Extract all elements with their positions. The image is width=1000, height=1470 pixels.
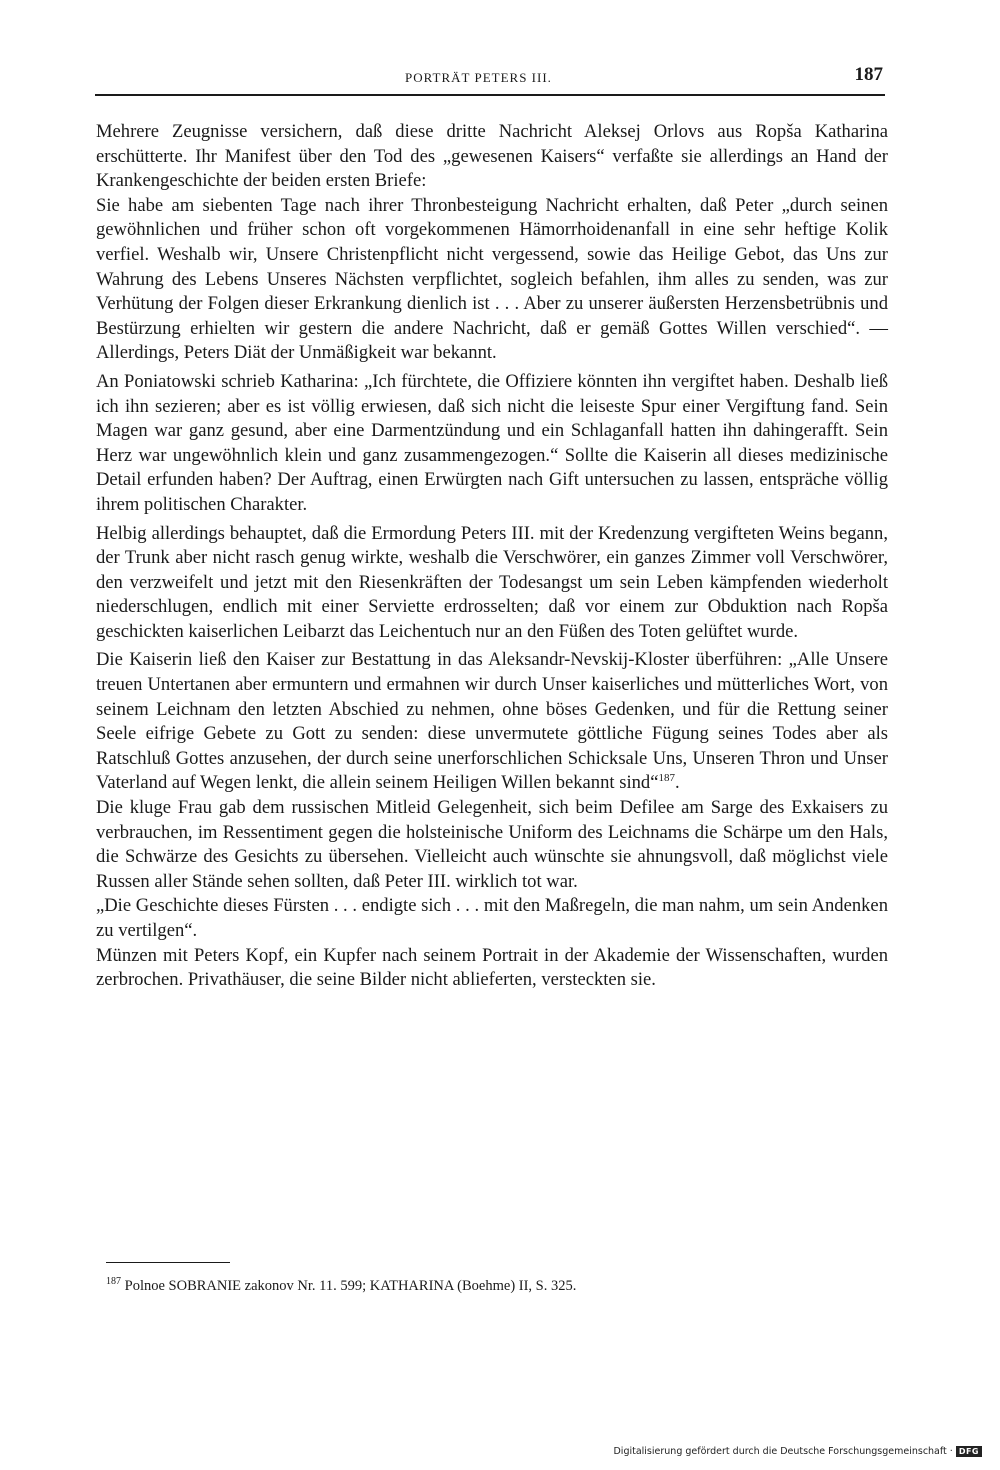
page-header (95, 64, 885, 96)
running-title: PORTRÄT PETERS III. (405, 70, 552, 85)
paragraph: Sie habe am siebenten Tage nach ihrer Thronbesteigung Nachricht erhalten, daß Peter „durch seinen gewöhnlichen und früher schon oft vorgekommenen Hämorrhoidenanfall in eine sehr heftige Kolik verfiel. Weshalb wir, Unsere Christenpflicht nicht vergessend, sowie das Heilige Gebot, das Uns zur Wahrung des Lebens Unseres Nächsten verpflichtet, sogleich befahlen, ihm alles zu senden, was zur Verhütung der Folgen dieser Erkrankung dienlich ist . . . Aber zu unserer äußersten Herzensbetrübnis und Bestürzung erhielten wir gestern die andere Nachricht, daß er gemäß Gottes Willen verschied“. — Allerdings, Peters Diät der Unmäßigkeit war bekannt. (96, 194, 888, 364)
footnote-divider (106, 1262, 230, 1263)
page-number: 187 (854, 64, 883, 85)
paragraph: Helbig allerdings behauptet, daß die Ermordung Peters III. mit der Kredenzung vergifteten Weins begann, der Trunk aber nicht rasch genug wirkte, weshalb die Verschwörer, ein ganzes Zimmer voll Verschwörer, den verzweifelt und jetzt mit den Riesenkräften der Todesangst um sein Leben kämpfenden wiederholt niederschlugen, endlich mit einer Serviette erdrosselten; daß vor einem zur Obduktion nach Ropša geschickten kaiserlichen Leibarzt das Leichentuch nur an den Füßen des Toten gelüftet wurde. (96, 522, 888, 642)
paragraph: Mehrere Zeugnisse versichern, daß diese dritte Nachricht Aleksej Orlovs aus Ropša Katharina erschütterte. Ihr Manifest über den Tod des „gewesenen Kaisers“ verfaßte sie allerdings an Hand der Krankengeschichte der beiden ersten Briefe: (96, 121, 888, 192)
paragraph: Die kluge Frau gab dem russischen Mitleid Gelegenheit, sich beim Defilee am Sarge des Exkaisers zu verbrauchen, im Ressentiment gegen die holsteinische Uniform des Leichnams die Schärpe um den Hals, die Schwärze des Gesichts zu übersehen. Vielleicht auch wünschte sie ahnungsvoll, daß möglichst viele Russen aller Stände sehen sollten, daß Peter III. wirklich tot war. (96, 797, 888, 892)
paragraph-with-footnote: Die Kaiserin ließ den Kaiser zur Bestattung in das Aleksandr-Nevskij-Kloster überführen: „Alle Unsere treuen Untertanen aber ermuntern und ermahnen wir durch Unser kaiserliches und mütterliches Wort, von seinem Leichnam den letzten Abschied zu nehmen, ohne böses Gedenken, und für die Rettung seiner Seele eifrige Gebete zu Gott zu senden: diese unvermutete göttliche Fügung seines Todes aber als Ratschluß Gottes anzusehen, der durch seine unerforschlichen Schicksale Uns, Unseren Thron und Unser Vaterland auf Wegen lenkt, die allein seinem Heiligen Willen bekannt sind“$^{187}$. (96, 649, 888, 794)
footnote-number: 187 (106, 1276, 121, 1288)
paragraph: „Die Geschichte dieses Fürsten . . . endigte sich . . . mit den Maßregeln, die man nahm, um sein Andenken zu vertilgen“. (96, 895, 888, 941)
dfg-logo: DFG (956, 1446, 982, 1457)
paragraph: An Poniatowski schrieb Katharina: „Ich fürchtete, die Offiziere könnten ihn vergiftet haben. Deshalb ließ ich ihn sezieren; aber es ist völlig erwiesen, daß sich nicht die leiseste Spur einer Vergiftung fand. Sein Magen war ganz gesund, aber eine Darmentzündung und ein Schlaganfall hatten ihn dahingerafft. Sein Herz war ungewöhnlich klein und ganz zusammengezogen.“ Sollte die Kaiserin all dieses medizinische Detail erfunden haben? Der Auftrag, einen Erwürgten nach Gift untersuchen zu lassen, entspräche völlig ihrem politischen Charakter. (96, 370, 888, 515)
paragraph: Münzen mit Peters Kopf, ein Kupfer nach seinem Portrait in der Akademie der Wissenschaften, wurden zerbrochen. Privathäuser, die seine Bilder nicht ablieferten, versteckten sie. (96, 944, 888, 991)
digitization-credit (613, 1446, 982, 1457)
footnote (106, 1277, 866, 1295)
paragraph-text: Die Kaiserin ließ den Kaiser zur Bestattung in das Aleksandr-Nevskij-Kloster überführen: „Alle Unsere treuen Untertanen aber ermuntern und ermahnen wir durch Unser kaiserliches und mütterliches Wort, von seinem Leichnam den letzten Abschied zu nehmen, ohne böses Gedenken, und für die Rettung seiner Seele eifrige Gebete zu Gott zu senden: diese unvermutete göttliche Fügung seines Todes aber als Ratschluß Gottes anzusehen, der durch seine unerforschlichen Schicksale Uns, Unseren Thron und Unser Vaterland auf Wegen lenkt, die allein seinem Heiligen Willen bekannt sind“ (96, 649, 888, 794)
footnote-text: Polnoe SOBRANIE zakonov Nr. 11. 599; KATHARINA (Boehme) II, S. 325. (124, 1278, 577, 1294)
credit-text: Digitalisierung gefördert durch die Deutsche Forschungsgemeinschaft · (613, 1446, 953, 1457)
footnote-reference: 187 (658, 772, 675, 785)
body-text (96, 120, 888, 993)
